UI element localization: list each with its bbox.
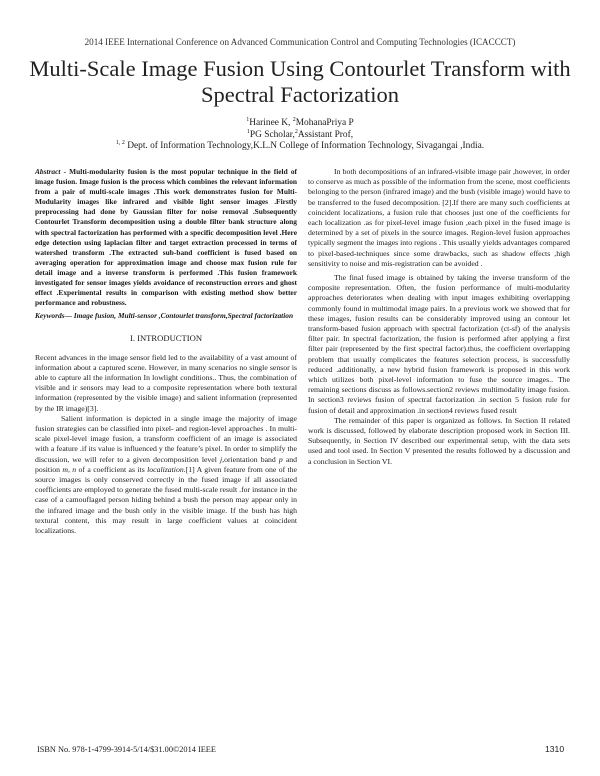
- abstract-label: Abstract: [35, 167, 61, 176]
- paper-title: Multi-Scale Image Fusion Using Contourlet Transform with Spectral Factorization: [29, 56, 571, 107]
- keywords: Keywords— Image fusion, Multi-sensor ,Contourlet transform,Spectral factorization: [35, 311, 294, 321]
- intro-paragraph-2: Salient information is depicted in a single image the majority of image fusion strategies can be classified into pixel- and region-level approaches . In multi-scale pixel-level image fusion, a transform coefficient of an image is associated with a feature .if its value is influenced y the feature’s pixel. In order to simplify the discussion, we will refer to a given decomposition level j,orientation band p and position m, n of a coefficient as its localization.[1] A given feature from one of the source images is only conserved correctly in the fused image if all associated coefficients are employed to generate the fused multi-scale result .for instance in the case of a camouflaged person hiding behind a bush the person may appear only in the infrared image and the bush only in the visible image. If the bush has high textural content, this may result in large coefficient values at coincident localizations.: [35, 413, 298, 536]
- author-affiliation: $^{1, 2}$ Dept. of Information Technology,K.L.N College of Information Technology, Sivagangai ,India.: [115, 139, 485, 151]
- section-heading-introduction: I. INTRODUCTION: [129, 333, 203, 344]
- abstract: [35, 167, 297, 308]
- author-names: $^1$Harinee K, $^2$MohanaPriya P: [246, 116, 354, 128]
- author-block: [0, 118, 600, 153]
- conference-header: 2014 IEEE International Conference on Advanced Communication Control and Computing Technologies (ICACCCT): [84, 37, 516, 47]
- left-column: [35, 167, 297, 536]
- intro-paragraph-1: Recent advances in the image sensor field led to the availability of a vast amount of information about a captured scene. However, in many scenarios no single sensor is able to capture all the information In lowlight conditions.. Thus, the combination of visible and ir sensors may lead to a composite representation where both textural information (represented by the visible image) and salient information (represented by the IR image)[3].: [35, 352, 297, 413]
- right-paragraph-3: The remainder of this paper is organized as follows. In Section II related work is discussed, followed by elaborate description proposed work in Section III. Subsequently, in Section IV described our experimental setup, with the data sets used and tool used. In Section V presented the results followed by a discussion and a conclusion in Section VI.: [308, 415, 570, 466]
- right-column: [308, 167, 570, 467]
- page-number: 1310: [545, 744, 565, 754]
- right-paragraph-1: In both decompositions of an infrared-visible image pair ,however, in order to conserve as much as possible of the information from the scene, most coefficients belonging to the person (infrared image) and the bush (visible image) would have to be transferred to the fused decomposition. [2].If there are many such coefficients at coincident localizations, a fusion rule that chooses just one of the coefficients for each localization .as for pixel-level image fusion ,each pixel in the fused image is determined by a set of pixels in the source images. Region-level fusion approaches typically segment the images into regions . This usually yields advantages compared to pixel-based-techniques since some drawbacks, such as shadow effects ,high sensitivity to noise and mis-registration can be avoided .: [308, 167, 571, 268]
- author-roles: $^1$PG Scholar,$^2$Assistant Prof,: [246, 128, 354, 140]
- footer-isbn: ISBN No. 978-1-4799-3914-5/14/$31.00©2014 IEEE: [37, 745, 216, 754]
- abstract-text: - Multi-modularity fusion is the most popular technique in the field of image fusion. Image fusion is the process which combines the relevant information from a pair of multi-scale images .This work demonstrates fusion for Multi-Modularity images like infrared and visible light sensor images .Firstly preprocessing had done by Gaussian filter for noise removal .Subsequently Contourlet Transform decomposition using a double filter bank structure along with spectral factorization has performed with a specific decomposition level .Here edge detection using laplacian filter and target extraction processed in terms of watershed transform .The extracted sub-band coefficient is fused based on averaging operation for approximation image and choose max fusion rule for detail image and a inverse transform is performed .This fusion framework investigated for sensor images yields avoidance of reconstruction errors and ghost effect .Experimental results in comparison with existing method show better performance and robustness.: [35, 167, 297, 308]
- right-paragraph-2: The final fused image is obtained by taking the inverse transform of the composite representation. Often, the fusion performance of multi-modularity approaches deteriorates when dealing with input images exhibiting overlapping commonly found in multimodal image pairs. In a previous work we showed that for these images, fusion results can be considerably improved using an contour let transform-based fusion approach with spectral factorization (ct-sf) of the analysis filter pair. In spectral factorization, the fusion is performed after applying a first filter pair (represented by the first spectral factor).thus, the coefficient overlapping problem that usually complicates the features selection process, is successfully reduced .additionally, a new hybrid fusion framework is proposed in this work which utilizes both pixel-level information to fuse the source images.. The remaining sections discuss as follows.section2 reviews multimodality image fusion. In section3 reviews fusion of spectral factorization .in section 5 fusion rule for fusion of detail and approximation .in section4 reviews fused result: [308, 273, 570, 415]
